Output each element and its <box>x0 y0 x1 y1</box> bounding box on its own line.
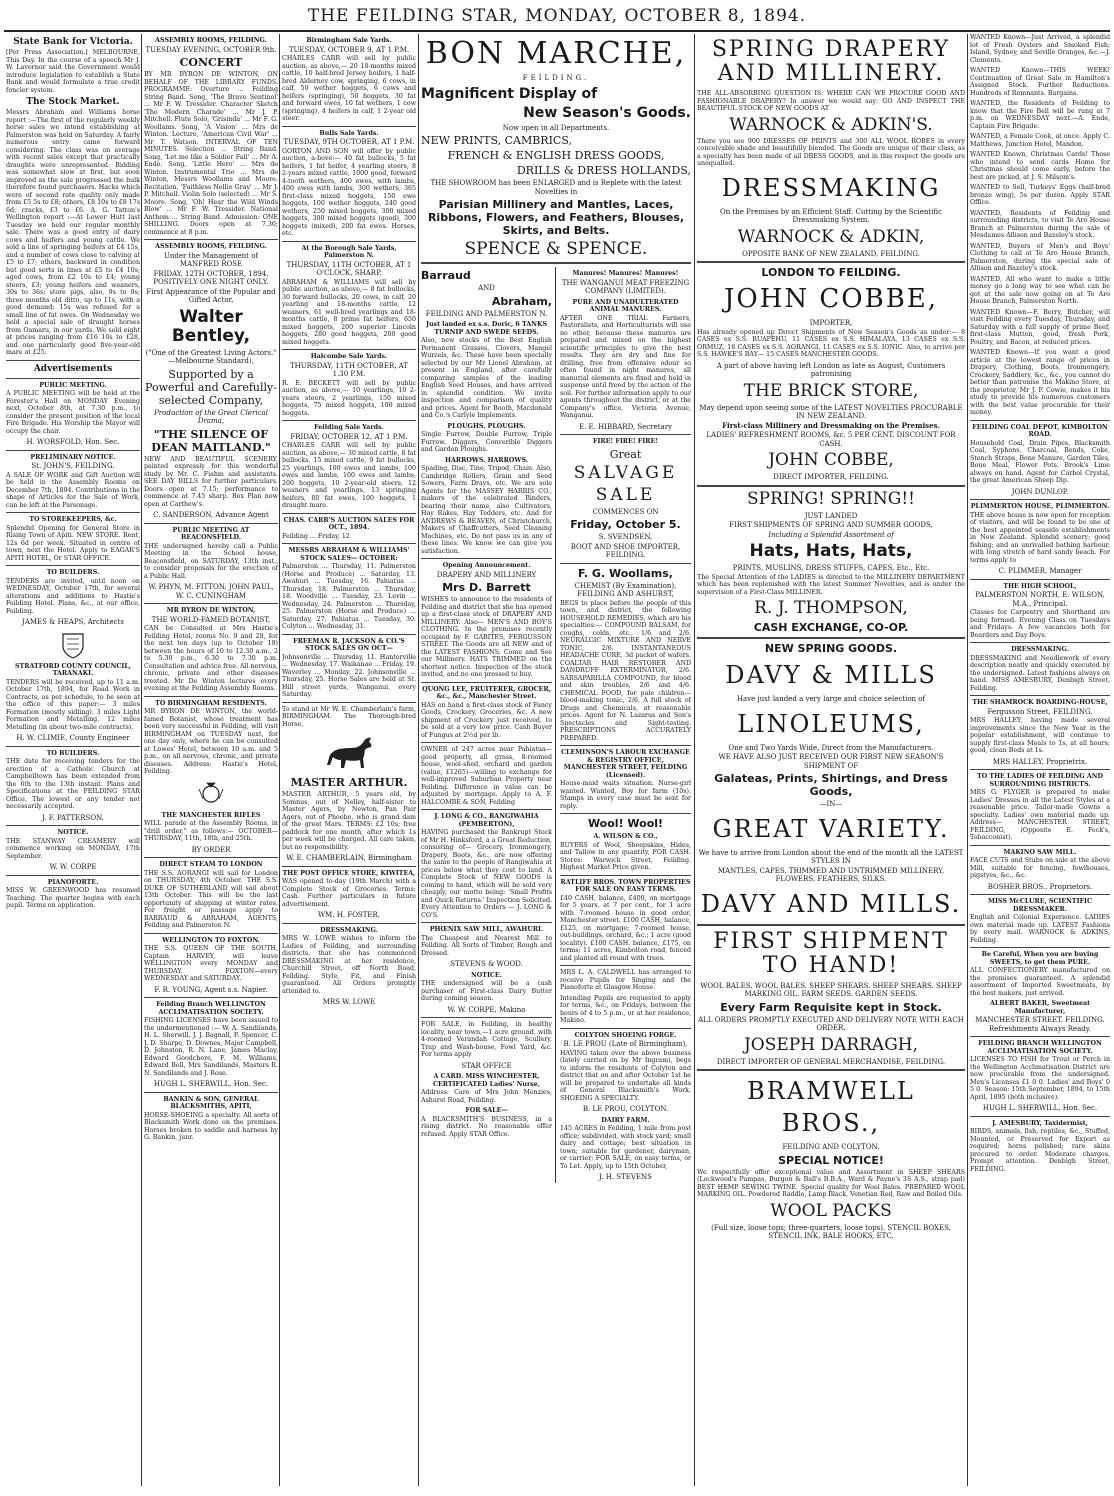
wanted-ad: WANTED to Sell, Turkeys' Eggs (half-bred bronze wing), 5s per dozen. Apply STAR Office. <box>970 184 1110 206</box>
ad-title: WARNOCK & ADKIN'S. <box>729 114 933 135</box>
ad-subheading: TUESDAY EVENING, OCTOBER 9th. <box>145 45 277 54</box>
ad-subheading: We have to arrive from London about the end of the month all the LATEST STYLES IN <box>698 848 964 865</box>
ad-text: The Cheapest and Nearest Mill to Feilding. All Sorts of Timber, Rough and Dressed. <box>421 934 552 957</box>
ad-subheading: St. JOHN'S, FEILDING. <box>31 462 115 470</box>
ad-title: BON MARCHE, <box>425 36 687 71</box>
ad-subheading: FRIDAY, 12TH OCTOBER, 1894, POSITIVELY ONE NIGHT ONLY. <box>153 269 269 286</box>
ad-title: JOHN COBBE, <box>768 450 894 470</box>
ad-heading: BANKIN & SON, GENERAL BLACKSMITHS, APITI, <box>163 1095 259 1110</box>
ad-subheading: ("One of the Greatest Living Actors." —Melbourne Standard), <box>145 348 277 365</box>
ad-subheading: ALL ORDERS PROMPTLY EXECUTED AND DELIVERY NOTE WITH EACH ORDER. <box>698 1015 964 1032</box>
ad-title: WOOL PACKS <box>770 1200 892 1221</box>
ad-subheading: One and Two Yards Wide, Direct from the Manufacturers. <box>728 743 934 752</box>
ad-heading: PUBLIC MEETING. <box>39 381 107 389</box>
ad-title: SPRING DRAPERY AND MILLINERY. <box>711 37 951 86</box>
ad-text: HAVING taken over the above business (lately carried on by Mr Ingram), begs to inform the residents of Colyton and district that on and after October 1st he will be prepared to undertake all kinds of General Blacksmith's Work. SHOEING A SPECIALTY. <box>560 1049 691 1102</box>
ad-heading: DRESSMAKING. <box>1011 646 1069 653</box>
headline: State Bank for Victoria. <box>13 37 133 47</box>
ad-heading: FREEMAN R. JACKSON & CO.'S STOCK SALES ON OCT— <box>293 637 405 652</box>
ad-title: Every Farm Requisite kept in Stock. <box>720 1000 942 1014</box>
ad-text: MRS L. A. CALDWELL has arranged to receive Pupils for Singing and the Pianoforte at Glasgow House. <box>560 969 691 991</box>
ad-text: BEGS to place before the people of this town, and district, the following HOUSEHOLD REMEDIES, which are his specialties:— COMPOUND BALSAM, for coughs, colds, etc., 1/6 and 2/6. NEURALGIC MIXTURE AND NERVE TONIC, 2/6. INSTANTANEOUS HEADACHE CURE, 3d packet of wafers. COALTAR HAIR RESTORER AND DANDRUFF EXTERMINATOR, 2/6. SARSAPARILLA COMPOUND, for blood and skin troubles, 2/6 and 4/6. CHEMICAL FOOD, for pale children—blood-making tonic, 2/6. A full stock of Drugs and Chemicals, at reasonable prices. Agent for N. Lazarus and Son's Spectacles and Sight-testing. PRESCRIPTIONS ACCURATELY PREPARED. <box>560 599 691 742</box>
ad-text: A SALE OF WORK and Gift Auction will be held in the Assembly Rooms on December 7th, 1894. Contributions in the shape of Articles for the Sale of Work, can be left at the Parsonage. <box>6 471 140 509</box>
ad-signature: W. W. CORPE <box>49 863 97 871</box>
ad-signature: BOSHER BROS., Proprietors. <box>987 882 1093 891</box>
ad-text: LICENSES TO FISH for Trout or Perch in the Wellington Acclimatisation District are now procurable from the undersigned. Men's Licenses £1 0 0. Ladies' and Boys' 0 5 0. Season: 15th September, 1894, to 15th April, 1895 (both inclusive). <box>970 1056 1110 1101</box>
ad-text: CHARLES CARR will sell by public auction, as above,— 30 mixed cattle, 8 fat bullocks, 15 mixed cattle, 9 fat bullocks, 25 yearlings, 100 ewes and lambs, 100 ewes and lambs, 100 ewes and lambs, 200 hoggets, 10 2-year-old steers, 12 weaners and yearlings, 13 springing heifers, 80 fat ewes, 100 hoggets, 1 draught mare. <box>282 442 416 509</box>
ad-heading: NOTICE. <box>471 971 502 979</box>
ad-title: DAVY AND MILLS. <box>700 889 962 918</box>
ad-title: CONCERT <box>179 56 243 69</box>
ad-heading: WELLINGTON TO FOXTON. <box>162 936 260 944</box>
ad-text: Household Coal, Drain Pipes, Blacksmith Coal, Syphons, Charcoal, Bends, Coke, Stench Straps, Bone Manure, Garden Tiles, Bone Meal, Flower Pots. Brook's Lime always on hand. Agent for Carbol Crystal, the great American Sheep Dip. <box>970 439 1110 484</box>
ad-title: Hats, Hats, Hats, <box>749 541 913 561</box>
ad-text: Palmerston ... Thursday, 11. Palmerston (Horse and Produce) ... Saturday, 13. Awahuri ... Tuesday, 16. Pahiatua ... Thursday, 18. Palmerston ... Thursday, 18. Woodville ... Tuesday, 23. Levin ... Wednesday, 24. Palmerston ... Thursday, 25. Palmerston (Horse and Produce) ... Saturday, 27. Pahiatua ... Tuesday, 30. Colyton ... Wednesday, 31. <box>282 563 416 630</box>
ad-text: Also, new stocks of the Best English Permanent Grasses, Clovers, Mangel Wurzels, &c. These have been specially selected by our Mr Lionel Abraham, at present in England, after carefully comparing samples of the leading English Seed Houses, and have arrived in splendid condition. We invite inspection and comparison of quality and prices. Agent for Booth, Macdonald and Co.'s Carlyle Implements. <box>421 337 552 419</box>
ad-text: Johnsonville ... Thursday, 11. Hunterville ... Wednesday, 17. Waikanae ... Friday, 19. Waverley ... Monday, 22. Johnsonville ... Thursday, 25. Horse Sales are held at St. Hill street yards, Wanganui, every Saturday. <box>282 653 416 698</box>
ad-text: NEW AND BEAUTIFUL SCENERY, painted expressly for this wonderful study by Mr. C. Fiahm and assistants. SEE DAY BILLS for further particulars. Doors open at 7.15; performance to commence at 7.45 sharp. Box Plan now open at Carthew's. <box>144 455 278 508</box>
column-2 <box>144 34 278 1486</box>
wanted-ad: WANTED, a Female Cook, at once. Apply C. Matthews, Junction Hotel, Mandon. <box>970 133 1110 148</box>
ad-heading: TO THE LADIES OF FEILDING AND SURROUNDING DISTRICTS. <box>977 773 1103 788</box>
ad-title: Wool! Wool! <box>587 817 664 830</box>
ad-text: 145 ACRES in Feilding, 1 mile from post office; subdivided, with stock yard; small dairy and cottage; best situation in town; suitable for gardener, dairyman, or carrier; FOR SALE, on easy terms, or To Let. Apply, up to 15th October, <box>560 1125 691 1170</box>
ad-heading: Bulls Sale Yards. <box>319 129 379 137</box>
ad-signature: STAR OFFICE <box>461 1061 512 1070</box>
ad-text: GORTON AND SON will offer by public auction, a-bove:— 40 fat bullocks, 5 fat heifers, 1 fat heifer, 4 yearling steers, 8 2-years mixed cattle, 1000 good, forward 4-tooth wethers, 400 ewes, with lambs, 400 ewes with lambs, 300 wethers, 365 first-class mixed hoggets, 150 ewe hoggets, 100 wether hoggets, 240 good wethers, 250 mixed hoggets, 300 mixed hoggets, 300 mixed hoggets (good), 300 hoggets (mixed), 200 fat ewes. Horses, etc. <box>282 147 416 237</box>
ad-text: Has already opened up Direct Shipments of New Season's Goods as under:— 8 CASES ex S.S. RUAPEHU, 11 CASES ex S.S. HIMALAYA, 13 CASES ex S.S. ORMUZ, 18 CASES ex S.S. AORANGI, 11 CASES ex S.S. IONIC. Also, to arrive per S.S. HAWKE'S BAY— 15 CASES MANCHESTER GOODS. <box>697 328 965 358</box>
ad-title: Great <box>609 447 642 461</box>
ad-text: HORSE-SHOEING a specialty. All sorts of Blacksmith Work done on the premises. Horses broken to saddle and harness by G. Bankin, junr. <box>144 1111 278 1141</box>
ad-text: Feilding ... Friday, 12 <box>282 532 350 540</box>
article-text: Messrs Abraham and Williams horse report :—The first of the regularly weekly horse sales we intend establishing at Palmerston was held on Saturday. A fairly numerous entry came forward considering. The class was on average with recent sales except that practically draughts were unrepresented. Bidding was somewhat slow at first, but soon improved as the sale progressed the bulk therefore found purchasers. Hacks which were of second rate quality only made from £5 5s to £8; others, £8 10s to £8 17s 6d; cracks, £3 to £6. A. G. Tatton's Wellington report :—At Lower Hutt last Tuesday we held our regular monthly sale. There was a good entry of dairy cows and heifers and young cattle. We sold a line of springing heifers at £4 15s, and a number of cows close to calving at £5 to £7; others, backward in condition but good sorts in lines at £5 to £4 10s; aged cows, from £2 10s to £4; young steers, £3; young heifers and weaners, 30s to 36s; store pigs, also, 9s to 9s; three months old ditto, up to 11s, with a good demand; 15s was refused for a small line of fat owes. On Wednesday we held a special sale of draught horses from Oamaru, in our yards. We sold eight at prices ranging from £16 10s to £28, and one particularly good five-year-old mare at £25. <box>6 109 140 356</box>
ad-title: SALE <box>595 484 656 505</box>
wanted-ad: WANTED Known—THIS WEEK! Continuation of Great Sale in Hamilton's Assigned Stock. Further Reductions. Hundreds of Remnants. Bargains. <box>970 67 1110 97</box>
ad-title: MASTER ARTHUR. <box>290 776 408 789</box>
ad-signature: MRS HALLEY, Proprietrix. <box>992 757 1088 766</box>
ad-title: SPENCE & SPENCE. <box>464 239 648 259</box>
ad-title: NEW SPRING GOODS. <box>764 642 898 655</box>
ad-text: A BLACKSMITH'S BUSINESS, in a rising district. No reasonable offer refused. Apply STAR Office. <box>421 1115 552 1138</box>
ad-heading: MESSRS ABRAHAM & WILLIAMS' STOCK SALES— OCTOBER: <box>288 547 410 562</box>
ad-heading: Just landed ex s.s. Doric, 6 TANKS TURNIP AND SWEDE SEEDS. <box>425 321 548 336</box>
wanted-ad: WANTED, Buyers of Men's and Boys' Clothing to call at Te Aro House Branch, Palmerston, during the special sale of Allison and Bazeley's stock. <box>970 242 1110 272</box>
ad-subheading: TUESDAY, 9TH OCTOBER, AT 1 P.M. <box>283 138 415 146</box>
ad-title: JOSEPH DARRAGH, <box>743 1034 919 1055</box>
ad-heading: DRESSMAKING. <box>320 926 378 934</box>
ad-heading: At the Borough Sale Yards, Palmerston N. <box>301 244 397 259</box>
ad-heading: TO BUILDERS. <box>46 749 100 757</box>
ad-title: SPECIAL NOTICE! <box>778 1153 884 1167</box>
ad-title: New Season's Goods. <box>523 104 691 121</box>
ad-text: THE date for receiving tenders for the erection of a Catholic Church at Campbelltown has been extended from the 6th to the 13th instant. Plans and Specifications at the FEILDING STAR Office. The lowest or any tender not necessarily accepted. <box>6 758 140 810</box>
column-1 <box>6 34 140 1486</box>
ad-heading: THE MANCHESTER RIFLES <box>161 811 261 819</box>
ad-subheading: DRAPERY AND MILLINERY <box>436 570 537 579</box>
ad-text: THE undersigned hereby call a Public Meeting in the School house, Beaconsfield, on SATURDAY, 13th inst., to consider proposals for the erection of a Public Hall. <box>144 542 278 580</box>
column-6 <box>970 34 1110 1486</box>
ad-heading: Feilding Sale Yards. <box>314 424 384 431</box>
ad-heading: NOTICE. <box>57 829 89 836</box>
ad-subheading: WE HAVE ALSO JUST RECEIVED OUR FIRST NEW SEASON'S SHIPMENT OF <box>718 753 944 770</box>
ad-heading: DAIRY FARM. <box>601 1116 650 1124</box>
ad-subheading: IMPORTER, <box>809 319 853 327</box>
ad-heading: CLEMINSON'S LABOUR EXCHANGE & REGISTRY OFFICE, MANCHESTER STREET, FEILDING (Licensed). <box>561 749 690 779</box>
ad-heading: RATLIFF BROS. TOWN PROPERTIES FOR SALE ON EASY TERMS. <box>560 878 691 893</box>
ad-title: LINOLEUMS, <box>737 709 925 738</box>
ad-text: R. E. BECKETT will sell by public auction, as above,— 10 yearlings, 10 2-years steers, 2 yearlings, 150 mixed hoggets, 75 mixed hoggets, 100 mixed hoggets. <box>282 379 416 417</box>
ad-text: We respectfully offer exceptional value and Assortment in SHEEP SHEARS (Lockwood's Pampas, Burgon & Ball's B.B.A., Ward & Payne's 3S A.S., strap pad) BEST HEMP SEWING TWINE. Special quality for Wool Bales. PREPARED WOOL MARKING OIL. Powdered Raddle, Lamp Black, Venetian Red, Raw and Boiled Oils. <box>697 1168 965 1198</box>
ad-subheading: FRIDAY, OCTOBER 12, AT 1 P.M. <box>290 432 408 441</box>
ad-title: Abraham, <box>491 294 552 308</box>
ad-heading: PLIMMERTON HOUSE, PLIMMERTON. <box>970 503 1110 510</box>
ad-subheading: B. LE PROU (Late of Birmingham), <box>563 1040 688 1048</box>
ad-subheading: PRINTS, MUSLINS, DRESS STUFFS, CAPES, Etc., Etc. <box>732 564 930 572</box>
ad-heading: ASSEMBLY ROOMS, FEILDING. <box>155 243 267 250</box>
ad-title: Barraud <box>421 269 471 282</box>
ad-subheading: COMMENCES ON <box>592 507 659 516</box>
ad-signature: W. PHYN, M. FITTON, JOHN PAUL, W. C. CUNINGHAM <box>148 583 274 600</box>
ad-subheading: OPPOSITE BANK OF NEW ZEALAND, FEILDING. <box>742 249 920 258</box>
ad-heading: PUBLIC MEETING AT BEACONSFIELD. <box>172 526 250 541</box>
ad-text: DRESSMAKING and Needlework of every description neatly and quickly executed by the undersigned. Latest fashions always on hand. MISS AMESBURY, Denbigh Street, Feilding. <box>970 654 1110 692</box>
ad-heading: A. WILSON & CO., <box>593 833 658 840</box>
ad-subheading: Including a Splendid Assortment of <box>768 530 894 539</box>
ad-subheading: LADIES' REFRESHMENT ROOMS, &c. 5 PER CENT. DISCOUNT FOR CASH. <box>706 431 956 448</box>
ad-signature: W. W. CORPE, Makino <box>447 1005 526 1014</box>
ad-heading: THE HIGH SCHOOL, <box>1003 582 1077 590</box>
ad-title: WARNOCK & ADKIN, <box>737 226 925 247</box>
ad-text: WILL parade at the Assembly Rooms, in "drill order," as follows:— OCTOBER—THURSDAY, 11th, 18th, and 25th. <box>144 820 278 842</box>
ad-heading: CHAS. CARR'S AUCTION SALES FOR OCT., 1894. <box>283 516 415 531</box>
ad-heading: PURE AND UNADULTERATED ANIMAL MANURES. <box>572 298 679 313</box>
ad-text: MISS W. GREENWOOD has resumed Teaching. The quarter begins with each pupil. Terms on application. <box>6 887 140 909</box>
ad-heading: MR BYRON DE WINTON, <box>166 607 256 614</box>
wanted-ad: WANTED Known—If you want a good article at the lowest range of prices in Drapery, Clothing, Boots, Ironmongery, Crockery, Saddlery, &c., &c., you cannot do better than patronise the Makino Store, at the proprietor, Mr J. P. Cowie, makes it his study to provide his numerous customers with the best value procurable for their money. <box>970 349 1110 416</box>
crest-icon <box>55 630 91 660</box>
ad-text: To stand at Mr W. E. Chamberlain's farm, BIRMINGHAM. The Thorough-bred Horse, <box>282 705 416 728</box>
ad-signature: H. WORSFOLD, Hon. Sec. <box>26 438 120 446</box>
ad-signature: B. LE PROU, COLYTON. <box>582 1105 669 1113</box>
ad-heading: Birmingham Sale Yards. <box>306 37 392 44</box>
ad-heading: Be Careful, When you are buying SWEETS, to get them PURE. <box>981 951 1099 966</box>
ad-signature: H. W. CLIMIE, County Engineer <box>16 734 130 742</box>
ad-signature: JAMES & HEAPS, Architects <box>22 618 124 626</box>
ad-heading: THE POST OFFICE STORE, KIWITEA, <box>282 869 416 877</box>
column-divider <box>967 34 968 1486</box>
ad-subheading: Fergusson Street, FEILDING. <box>987 707 1093 716</box>
ad-subheading: FIRST SHIPMENTS OF SPRING AND SUMMER GOODS, <box>729 521 933 529</box>
horse-icon <box>319 732 379 772</box>
ad-subheading: First Appearance of the Popular and Gifted Actor, <box>146 287 276 304</box>
ad-heading: MAKINO SAW MILL. <box>1003 848 1077 856</box>
ad-text: CHARLES CARR will sell by public auction, as above,— 20 18-months mixed cattle, 10 half-bred Jersey heifers, 1 half-bred Alderney cow, springing, 6 cows, in calf, 50 wether hoggets, 6 cows and heifers (springing), 50 hoggets, 30 fat and forward ewes, 10 fat wethers, 1 cow (springing), 4 heifers in calf, 1 2-year old steer. <box>282 55 416 122</box>
ad-title: FIRST SHIPMENT TO HAND! <box>713 928 949 978</box>
ad-signature: F. R. YOUNG, Agent s.s. Napier. <box>154 985 268 994</box>
ad-subheading: AND <box>478 284 495 292</box>
ad-subheading: PALMERSTON NORTH, E. WILSON, M.A., Principal. <box>975 591 1105 608</box>
ad-text: OWNER of 247 acres near Pahiatua—good property, all grass, 8-roomed house, wool-shed, orchard and garden (value, £1265)—willing to exchange for well-improved Suburban Property near Feilding. Difference in value can be adjusted by mortgage. Apply to A. F. HALCOMBE & SON, Feilding <box>421 746 552 806</box>
ad-subheading: THE WORLD-FAMED BOTANIST, <box>151 615 271 624</box>
masthead-rule <box>4 30 1110 32</box>
ad-heading: Opening Announcement. <box>442 562 531 569</box>
ad-text: TENDERS will be received, up to 11 a.m. October 17th, 1894, for Road Work in Contracts, as per schedule, to be seen at the office of this paper:— 3 miles Formation (mostly sidling). 3 miles Light Formation and Metalling. 12 miles Metalling (in about two-mile contracts). <box>6 678 140 731</box>
column-5 <box>697 34 965 1486</box>
ad-subheading: DIRECT IMPORTER OF GENERAL MERCHANDISE, FEILDING. <box>716 1057 946 1066</box>
ad-heading: TO BUILDERS. <box>46 569 100 576</box>
ad-signature: MRS W. LOWE <box>322 998 376 1006</box>
ad-title: LONDON TO FEILDING. <box>761 266 901 279</box>
ad-subheading: THURSDAY, 11TH OCTOBER, AT 1.30 P.M. <box>289 361 408 378</box>
ad-subheading: MANTLES, CAPES, TRIMMED AND UNTRIMMED MILLINERY, FLOWERS, FEATHERS, SILKS. <box>717 866 945 883</box>
ad-signature: J. H. STEVENS <box>599 1173 652 1181</box>
ad-text: THE S.S. QUEEN OF THE SOUTH, Captain HARVEY, will leave WELLINGTON every MONDAY and THURSDAY. FOXTON—every WEDNESDAY and SATURDAY. <box>144 945 278 982</box>
ad-subheading: FEILDING AND PALMERSTON N. <box>425 309 548 318</box>
ad-title: DRESSMAKING <box>721 173 941 202</box>
ad-subheading: Have just landed a very large and choice selection of <box>736 695 926 703</box>
ad-heading: TO STOREKEEPERS, &c. <box>29 516 117 523</box>
ad-title: THE BRICK STORE, <box>743 380 919 401</box>
ad-text: BUYERS of Wool, Sheepskins, Hides, and Tallow in any quantity, FOR CASH. Stores: Warwick Street, Feilding. Highest Market Price given. <box>560 841 691 871</box>
ad-heading: MISS McCLURE, SCIENTIFIC DRESSMAKER. <box>988 898 1092 913</box>
ad-signature: E. E. HIBBARD, Secretary <box>578 422 673 431</box>
ad-title: Magnificent Display of <box>421 85 598 102</box>
ad-heading: A CARD. MISS WINCHESTER, CERTIFICATED Ladies' Nurse, <box>432 1073 541 1088</box>
ad-heading: TO BIRMINGHAM RESIDENTS. <box>155 699 267 707</box>
wanted-ad: WANTED Known—F. Berry, Butcher, will visit Feilding every Tuesday, Thursday, and Saturday with a full supply of prime Beef, first-class Mutton, good, fresh Pork, Poultry, and Bacon, at reduced prices. <box>970 308 1110 346</box>
ad-subheading: May depend upon seeing some of the LATEST NOVELTIES PROCURABLE IN NEW ZEALAND. <box>699 403 963 420</box>
column-divider <box>141 34 142 1486</box>
ad-signature: JOHN DUNLOP. <box>1011 487 1069 496</box>
ad-subheading: A part of above having left London as late as August, Customers patronising <box>716 361 946 378</box>
ad-heading: STRATFORD COUNTY COUNCIL, TARANAKI. <box>15 662 131 677</box>
ad-heading: PLOUGHS. PLOUGHS. <box>447 422 526 430</box>
ad-subheading: MANCHESTER STREET, FEILDING. Refreshments Always Ready. <box>975 1016 1105 1033</box>
ad-line: NEW PRINTS, CAMBRICS, <box>421 134 572 147</box>
ad-subheading: Now open in all Departments. <box>502 123 610 132</box>
ad-text: TENDERS are invited, until noon on WEDNESDAY, October 17th, for several alterations and additions to Hastie's Feilding Hotel. Plans, &c., at our office, Feilding. <box>6 577 140 615</box>
ad-heading: Manures! Manures! Manures! <box>572 270 679 277</box>
ad-heading: Halcombe Sale Yards. <box>310 353 388 360</box>
ad-subheading: THE WANGANUI MEAT FREEZING COMPANY (LIMITED). <box>561 278 690 295</box>
ad-text: WAS opened to-day (19th March) with a Complete Stock of Groceries. Terms: Cash. Further particulars in future advertisement. <box>282 878 416 908</box>
column-3 <box>282 34 416 1486</box>
ad-subheading: CHEMIST (By Examination), FEILDING AND ASHURST, <box>574 581 677 598</box>
ad-heading: PRELIMINARY NOTICE. <box>30 453 116 461</box>
ad-text: THE above house is now open for reception of visitors, and will be found to be one of the best appointed seaside establishments in New Zealand. Splendid scenery; good fishing; and an unrivalled bathing harbour, with long stretch of hard sandy beach. For terms apply to <box>970 511 1110 564</box>
ad-subheading: First-class Millinery and Dressmaking on the Premises. <box>722 420 940 430</box>
ad-text: Splendid Opening for General Store in Rising Town of Apiti. NEW STORE. Rent, 12s 6d per week. Situated in centre of town, next the Hotel. Apply to EAGAR'S APITI HOTEL, Or STAR OFFICE. <box>6 524 140 562</box>
ad-title: DAVY & MILLS <box>725 661 937 689</box>
ad-title: Mrs D. Barrett <box>442 581 531 594</box>
ad-text: BIRDS, animals, fish, reptiles, &c., Stuffed, Mounted, or Preserved for Export as required; horns polished; rare skins procured to order. Moderate charges. Prompt attention. Denbigh Street, FEILDING. <box>970 1128 1110 1173</box>
ad-title: Friday, October 5. <box>570 518 681 531</box>
ad-text: AFTER ONE TRIAL Farmers, Pastoralists, and Horticulturists will use no other, because these manures are prepared and mixed on the highest scientific principles to give the best results. They are dry and fine for drilling, free from offensive odour so often found in night manures, all manurial elements are fixed and held in suspense until freed by the action of the soil. For further information apply to our agents throughout the district, or at the Company's office, Victoria Avenue, Wanganui. <box>560 314 691 419</box>
wanted-ad: WANTED Known, Christmas Cards! Those who intend to send cards Home for Christmas should come early, before the best are picked, at J. S. Milsom's. <box>970 151 1110 181</box>
ad-text: Spading, Disc, Tine, Tripod, Chain. Also, Cambridge Rollers, Grain and Seed Sowers, Farm Drays, etc. We are sole Agents for the MASSEY HARRIS CO., makers of the celebrated Binders, bearing their name, also Cultivators, Hay Rakes, Hay Tedders, etc. And for ANDREWS & BEAVEN, of Christchurch, Makers of Chaffcutters, Seed Cleaning Machines, etc. Do not pass us in any of these lines. We know we can give you satisfaction. <box>421 465 552 555</box>
ad-text: English and Colonial Experience. LADIES own material made up. LATEST Fashions by every mail. WARNOCK & ADKINS, Feilding. <box>970 914 1110 944</box>
ad-title: GREAT VARIETY. <box>712 814 950 843</box>
ad-text: THE STANWAY CREAMERY will commence working on MONDAY, 17th September. <box>6 837 140 860</box>
ad-title: BRAMWELL BROS., <box>747 1077 915 1137</box>
ad-line: DRILLS & DRESS HOLLANDS, <box>516 164 691 177</box>
ad-title: CASH EXCHANGE, CO-OP. <box>753 621 909 634</box>
column-4-right <box>560 267 691 1183</box>
ad-text: £40 CASH, balance, £400, on mortgage for 5 years, at 7 per cent., for 1 acre with 7-roomed house in good order, Manchester street. £100 CASH, balance, £125, on mortgage; 7-roomed house, out-buildings, orchard, &c.; 1 acre (good locality). £100 CASH, balance, £175, on terms; 11 acres, Kimbolton road, fenced and planted all round with trees. <box>560 894 691 962</box>
ad-subheading: JUST LANDED <box>804 511 858 520</box>
ad-text: There you see 900 DRESSES OF PRINTS and 300 ALL WOOL ROBES in every conceivable shade and beautifully blended. The Goods are unique of their class, as a specialty has been made of all DRESS GOODS, and in this respect the goods are unequalled. <box>697 137 965 167</box>
column-4-split <box>421 267 691 1183</box>
ad-subheading: DIRECT IMPORTER, FEILDING. <box>773 473 889 481</box>
ad-text: Intending Pupils are requested to apply for terms, &c., on Fridays, between the hours of 4 to 5 p.m., or at her residence, Makino. <box>560 994 691 1024</box>
ad-subheading: TUESDAY, OCTOBER 9, AT 1 P.M. <box>288 45 410 54</box>
ad-heading: QUONG LEE, FRUITERER, GROCER, &c., &c., Manchester Street. <box>422 685 551 700</box>
ad-heading: J. AMESBURY, Taxidermist, <box>992 1119 1088 1127</box>
ad-line: FRENCH & ENGLISH DRESS GOODS, <box>447 149 665 162</box>
ad-signature: W. E. CHAMBERLAIN, Birmingham <box>286 854 412 862</box>
ad-signature: HUGH L. SHERWILL, Hon. Sec. <box>153 1080 269 1088</box>
ad-title: Galateas, Prints, Shirtings, and Dress Goods, <box>714 772 948 798</box>
wanted-ad: WANTED, Residents of Feilding and surrounding districts, to visit Te Aro House Branch at Palmerston during the sale of Mesdames Allison and Bazeley's stock. <box>970 209 1110 239</box>
ad-heading: HARROWS. HARROWS. <box>445 456 528 464</box>
ad-text: MASTER ARTHUR, 5 years old, by Somnus, out of Nelley, half-sister to Master Agers, by Newton, Pan Pair Agers, out of Phoebe, who is grand dam of the great Mars. TERMS: £2 10s; free paddock for one month, after which 1s per week will be charged. All care taken, but no responsibility. <box>282 791 416 851</box>
ad-subheading: Supported by a Powerful and Carefully-selected Company, <box>145 367 277 407</box>
ad-title: Parisian Millinery and Mantles, Laces, Ribbons, Flowers, and Feathers, Blouses, Skirts, and Belts. <box>427 198 685 237</box>
ad-text: FISHING LICENSES have been issued to the undermentioned :— W. A. Sandilands, H. L. Sherwill, J. J. Bagnall, F. Spencer, C. J. D. Sharpe, D. Downes, Major Campbell, D. Johnston, R. N. Lane, James Maclay, Edward Goodchere, F. M. Williams, Edward Bell, Mrs Sandilands, Masters R. N. Sandilands and J. Rose. <box>144 1017 278 1077</box>
royal-arms-icon <box>193 779 229 809</box>
ad-signature: STEVENS & WOOD. <box>450 960 523 968</box>
ad-text: FOR SALE, in Feilding, in healthy locality, near town,—1 acre ground, with 4-roomed Verandah Cottage, Scullery, Trap and Wash-house, Fowl Yard, &c. For terms apply <box>421 1021 552 1058</box>
section-heading: Advertisements <box>33 363 113 374</box>
ad-text: ABRAHAM & WILLIAMS will sell by public auction, as above,— 8 fat bullocks, 30 forward bullocks, 20 cows, in calf, 20 yearling and 18-months cattle, 12 weaners, 61 well-bred yearlings and 18-months cattle, 8 prime fat heifers, 650 mixed hoggets, 200 superior Lincoln hoggets, 280 good hoggets, 200 good mixed hoggets. <box>282 278 416 346</box>
ad-title: F. G. Woollams, <box>578 566 673 580</box>
ad-text: CAN be Consulted at Mrs Hastie's Feilding Hotel, rooms No. 9 and 28, for the next ten days (up to October 19) between the hours of 10 to 12.30 a.m., 2 to 5.30 p.m., 6.30 to 7.30 p.m. Consultation and advice free. All nervous, chronic, private and other diseases treated. Mr De Winton lectures every evening at the Feilding Assembly Rooms. <box>144 625 278 692</box>
ad-text: Single Furrow, Double Furrow, Triple Furrow. Diggers, Converible Diggers and Garden Ploughs. <box>421 431 552 453</box>
column-4-left <box>421 267 556 1183</box>
ad-text: FACE CUTS and Stubs on sale at the above Mill, suitable for fencing, fowlhouses, pigstyes, &c., &c. <box>970 857 1110 879</box>
ad-text: ALL CONFECTIONERY manufactured on the premises guaranteed. A splendid assortment of Imported Sweetmeats, by the best makers, just arrived. <box>970 967 1110 997</box>
article-text: [Per Press Association.] MELBOURNE, This Day. In the course of a speech Mr J. W. Lavernor said the Government would introduce legislation to establish a State Bank and would formulate a true credit foncier system. <box>6 49 140 94</box>
ad-text: MRS W. LOWE wishes to inform the Ladies of Feilding, and surrounding districts, that she has commenced DRESSMAKING at her residence, Churchill Street, off North Road, Feilding. Style, Fit, and Finish guaranteed. All Orders promptly attended to. <box>282 935 416 995</box>
ad-heading: J. LONG & CO., RANGIWAHIA (PEMBERTON), <box>434 813 539 828</box>
ad-text: Classes for Carpentry and Shorthand are being formed. Evening Class on Tuesdays and Fridays. A few vacancies both for Boarders and Day Boys. <box>970 609 1110 639</box>
wanted-ad: WANTED, All who want to make a little money go a long way to see what can be got at the sale now going on at Te Aro House Branch, Palmerston North. <box>970 275 1110 305</box>
ad-text: MR BYRON DE WINTON, the world-famed Botanist, whose treatment has been very successful in Feilding, will visit BIRMINGHAM on TUESDAY next, for one day only, where he can be consulted at Lowes' Hotel, between 10 a.m. and 5 p.m., on all nervous, chronic, and private diseases. Address: Hastie's Hotel, Feilding. <box>144 708 278 775</box>
ad-subheading: S. SVENDSEN, <box>598 533 653 541</box>
ad-text: MRS G. FLYGER is prepared to make Ladies' Dresses in all the Latest Styles at a reasonable price. Tailor-made Gowns a specialty. Ladies' own material made up. Address— MANCHESTER STREET, FEILDING, (Opposite E. Feck's, Tobacconist). <box>970 789 1110 841</box>
ad-subheading: On the Premises by an Efficient Staff. Cutting by the Scientific Dressmaking System. <box>719 207 943 224</box>
ad-title: Walter Bentley, <box>171 306 251 346</box>
column-4 <box>421 34 691 1486</box>
ad-title: SPRING! SPRING!! <box>746 488 915 509</box>
ad-subheading: Under the Management of MANFRED ROSE <box>163 251 259 268</box>
ad-subheading: WOOL BALES. WOOL BALES. SHEEP SHEARS. SHEEP SHEARS. SHEEP MARKING OIL. FARM SEEDS. GARDEN SEEDS. <box>700 981 962 998</box>
ad-subheading: BOOT AND SHOE IMPORTER, FEILDING. <box>570 542 681 559</box>
ad-title: R. J. THOMPSON, <box>754 598 908 618</box>
wanted-ad: WANTED Known—Just Arrived, a splendid lot of Fresh Oysters and Smoked Fish; Island, Sydney, and Seville Oranges, &c.—J. Clements. <box>970 34 1110 64</box>
ad-heading: PIANOFORTE. <box>47 878 99 886</box>
masthead: THE FEILDING STAR, MONDAY, OCTOBER 8, 1894. <box>307 6 807 26</box>
ad-heading: FEILDING COAL DEPOT, KIMBOLTON ROAD. <box>972 423 1108 438</box>
ad-text: Address: Care of Mrs John Menzies, Ashurst Road, Feilding. <box>421 1089 552 1104</box>
ad-text: HAVING purchased the Bankrupt Stock of Mr H. Hinksford, a a Great Reduction, consisting of— Grocery, Ironmongery, Drapery, Boots, &c., are now offering the same to the people of Rangiwahia at prices below what they cost to land. A Complete Stock of NEW GOODS is coming to hand, which will be sold very cheaply, our motto being: 'Small Profits and Quick Returns.' Inspection Solicited. Every Attention to Orders — J. LONG & CO'S. <box>421 829 552 919</box>
ad-signature: HUGH L. SHERWILL, Hon. Sec. <box>982 1104 1098 1112</box>
ad-subheading: THURSDAY, 11TH OCTOBER, AT 1 O'CLOCK, SHARP. <box>286 260 412 277</box>
ad-text: MRS HALLEY, having made several improvements since the New Year in the popular establishment, will continue to supply first-class Meals to 1s, at all hours; good, clean Beds at 1s. <box>970 717 1110 754</box>
ad-text: HAS on hand a first-class stock of Fancy Goods, Crockery, Groceries, &c. A new shipment of Crockery just received, to be sold at a very low price. Cash Buyer of Fungus at 2½d per lb. <box>421 701 552 739</box>
ad-signature: WM. H. FOSTER, <box>317 911 381 919</box>
ad-signature: BY ORDER <box>191 845 231 854</box>
ad-text: THE S.S. AORANGI will sail for London on THURSDAY, 4th October. THE S.S. DUKE OF SUTHERLAND will sail about 13th October. This will be the last opportunity of shipping at winter rates. For freight or passage apply to BARRAUD & ABRAHAM, AGENTS, Feilding and Palmerston N. <box>144 869 278 929</box>
ad-text: THE undersigned will be a cash purchaser of First-class Dairy Butter during coming season. <box>421 980 552 1002</box>
ad-text: A PUBLIC MEETING will be held at the Forester's Hall on MONDAY Evening next, October 8th, at 7.30 p.m., to consider the present position of the local Fire Brigade. His Worship the Mayor will occupy the chair. <box>6 390 140 435</box>
ad-title: "THE SILENCE OF DEAN MAITLAND." <box>151 427 271 454</box>
ad-signature: C. PLIMMER, Manager <box>998 567 1082 575</box>
ad-subheading: (Full size, loose tops; three-quarters, loose tops). STENCIL BOXES, STENCIL INK, BALE HOOKS, ETC. <box>711 1223 951 1240</box>
ad-subheading: Production of the Great Clerical Drama, <box>154 408 268 425</box>
ad-heading: ASSEMBLY ROOMS, FEILDING. <box>155 37 267 44</box>
ad-text: THE ALL-ABSORBING QUESTION IS: WHERE CAN WE PROCURE GOOD AND FASHIONABLE DRAPERY? In answer we would say: GO AND INSPECT THE BEAUTIFUL STOCK OF NEW GOODS AT <box>697 90 965 112</box>
ad-subheading: FEILDING AND COLYTON. <box>782 1143 880 1151</box>
ad-text: WISHES to announce to the residents of Feilding and district that she has opened up a first-class stock of DRAPERY AND MILLINERY. Also— MEN'S AND BOY'S CLOTHING. In the premises recently occupied by F. GABITES, FERGUSSON STREET. The Goods are all NEW and of the LATEST FASHIONS. Come and See our Millinery. HATS TRIMMED on the shortest notice. Inspection of the stock invited, and no one pressed to buy. <box>421 596 552 678</box>
wanted-ad: WANTED, the Residents of Feilding to know that the Fire Bell will be rung at 7 p.m. on WEDNESDAY next.—A. Ende, Captain Fire Brigade. <box>970 100 1110 130</box>
ad-subheading: FEILDING. <box>522 74 590 82</box>
column-divider <box>418 34 419 1486</box>
ad-heading: COLYTON SHOEING FORGE. <box>574 1031 677 1039</box>
ad-signature: C. SANDERSON, Advance Agent <box>153 511 269 519</box>
column-divider <box>694 34 695 1486</box>
ad-signature: J. F. PATTERSON. <box>42 813 104 822</box>
ad-heading: ALBERT BAKER, Sweetmeat Manufacturer, <box>989 1000 1091 1015</box>
ad-heading: Feilding Branch WELLINGTON ACCLIMATISATION SOCIETY. <box>156 1001 266 1016</box>
ad-subheading: THE SHOWROOM has been ENLARGED and is Replete with the latest Novelties in <box>430 179 682 196</box>
column-divider <box>279 34 280 1486</box>
ad-heading: DIRECT STEAM TO LONDON <box>159 861 263 868</box>
ad-title: JOHN COBBE, <box>723 284 939 314</box>
ad-text: The Special Attention of the LADIES is directed to the MILLINERY DEPARTMENT which has been replenished with the latest Summer Novelties, and is under the supervision of a First-Class MILLINER. <box>697 573 965 596</box>
ad-heading: PHŒNIX SAW MILL, AWAHURI. <box>429 926 544 933</box>
ad-heading: THE SHAMROCK BOARDING-HOUSE, <box>972 699 1108 706</box>
ad-subheading: —IN— <box>819 800 843 808</box>
ad-title: SALVAGE <box>573 462 678 483</box>
ad-text: House-maid waits situation. Nurse-girl wanted. Wanted, Boy for farm (10s). Stamps in every case must be sent for reply. <box>560 780 691 810</box>
ad-heading: FEILDING BRANCH WELLINGTON ACCLIMATISATION SOCIETY. <box>978 1040 1102 1055</box>
ad-heading: FOR SALE— <box>465 1107 508 1114</box>
headline: The Stock Market. <box>26 97 120 107</box>
ad-heading: FIRE! FIRE! FIRE! <box>592 438 659 445</box>
ad-text: BY MR BYRON DE WINTON, ON BEHALF OF THE LIBRARY FUNDS. PROGRAMME: Overture ... Feilding String Band. Song, 'The Brave Sentinel' ... Mr F. W. Tressider. Character Sketch 'The Modern Charade' ... Mr J. P. Mitchell. Flute Solo, 'Grisinda' ... Mr F. G. Woollams. Song, 'A Vision' ... Mrs de Winton. Lecture, 'American Civil War' ... Mr T. Watson. INTERVAL OF TEN MINUTES. Selection ... String Band. Song, 'Let me like a Soldier Fall' ... Mr A. Ende. Song, 'Little Hero' ... Mrs de Winton. Instrumental Trio ... Mrs de Winton, Messrs Woollams and Moore. Recitation, 'Faithless Nellie Gray' ... Mr J. P. Mitchell. Violin Solo (selected) ... Mr S. Moore. Song, 'Oh! Hear the Wild Winds Blow' ... Mr F. W. Tressider. National Anthem ... String Band. Admission: ONE SHILLING. Doors open at 7.30; commence at 8 p.m. <box>144 71 278 236</box>
